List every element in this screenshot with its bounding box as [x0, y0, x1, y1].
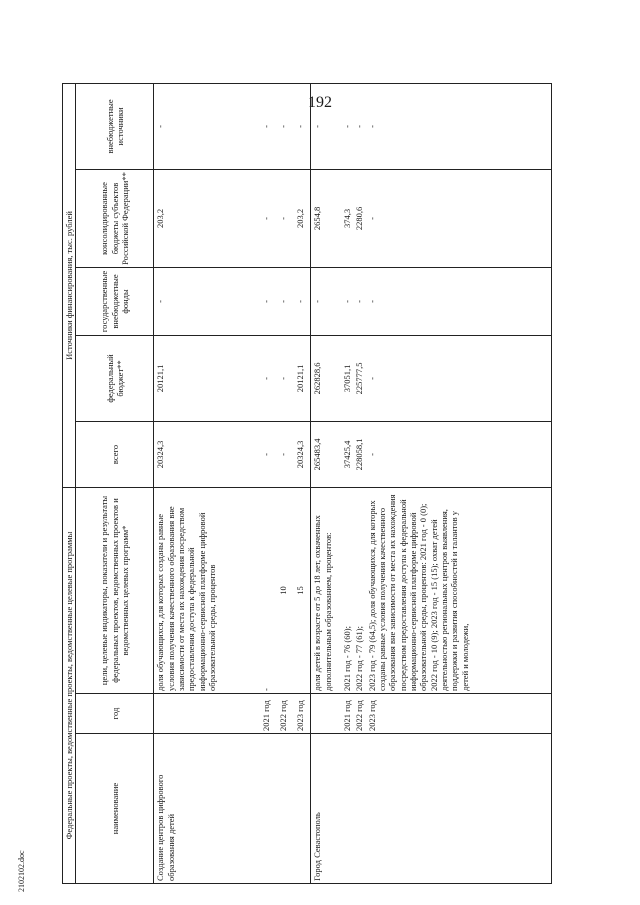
row-regional: - — [277, 169, 294, 267]
row-total: - — [366, 421, 552, 487]
table-row — [353, 83, 365, 883]
row-regional: 2654,8 — [311, 169, 341, 267]
row-year — [311, 694, 341, 734]
header-indicators: цели, целевые индикаторы, показатели и результаты федеральных проектов, ведомственных проектов и ведомственных целевых программ* — [76, 487, 154, 693]
row-total: 37425,4 — [341, 421, 353, 487]
header-year: год — [76, 694, 154, 734]
row-state-funds: - — [260, 267, 277, 335]
table-row — [341, 83, 353, 883]
row-extrabudget: - — [294, 83, 311, 169]
row-year: 2023 год — [366, 694, 552, 734]
row-extrabudget: - — [341, 83, 353, 169]
row-total: - — [260, 421, 277, 487]
row-indicator: 2023 год - 79 (64,5); доля обучающихся, для которых созданы равные условия получения качественного образования вне зависимости от места их нахождения посредством предоставления доступа к федеральной информационно-сервисной платформе цифровой образовательной среды, процентов: 2021 год - 0 (0); 2022 год - 10 (9); 2023 год - 15 (15); охват детей деятельностью региональных центров выявления, поддержки и развития способностей и талантов у детей и молодежи, — [366, 487, 552, 693]
row-year: 2023 год — [294, 694, 311, 734]
table-row — [311, 83, 341, 883]
row-indicator: доля детей в возрасте от 5 до 18 лет, охваченных дополнительным образованием, процентов: — [311, 487, 341, 693]
row-state-funds: - — [353, 267, 365, 335]
row-federal: 225777,5 — [353, 335, 365, 421]
row-regional: 2280,6 — [353, 169, 365, 267]
row-extrabudget: - — [353, 83, 365, 169]
row-total: - — [277, 421, 294, 487]
financing-table — [62, 83, 552, 884]
row-federal: 20121,1 — [154, 335, 260, 421]
row-total: 20324,3 — [294, 421, 311, 487]
row-year: 2022 год — [277, 694, 294, 734]
row-name — [353, 734, 365, 884]
row-indicator: 10 — [277, 487, 294, 693]
header-total: всего — [76, 421, 154, 487]
row-federal: 20121,1 — [294, 335, 311, 421]
row-federal: - — [366, 335, 552, 421]
row-regional: 203,2 — [154, 169, 260, 267]
row-state-funds: - — [277, 267, 294, 335]
header-state-funds: государственные внебюджетные фонды — [76, 267, 154, 335]
row-state-funds: - — [294, 267, 311, 335]
row-extrabudget: - — [260, 83, 277, 169]
row-extrabudget: - — [277, 83, 294, 169]
row-year — [154, 694, 260, 734]
row-extrabudget: - — [366, 83, 552, 169]
row-name — [366, 734, 552, 884]
table-row — [294, 83, 311, 883]
table-row — [260, 83, 277, 883]
row-regional: - — [260, 169, 277, 267]
table-row — [366, 83, 552, 883]
row-year: 2022 год — [353, 694, 365, 734]
header-row — [76, 83, 154, 883]
row-total: 228058,1 — [353, 421, 365, 487]
row-regional: 203,2 — [294, 169, 311, 267]
row-federal: - — [260, 335, 277, 421]
header-group-row — [63, 83, 76, 883]
row-name — [260, 734, 277, 884]
row-total: 20324,3 — [154, 421, 260, 487]
landscape-sheet — [62, 84, 612, 884]
row-state-funds: - — [311, 267, 341, 335]
row-indicator: 15 — [294, 487, 311, 693]
row-federal: 37051,1 — [341, 335, 353, 421]
row-indicator: 2022 год - 77 (61); — [353, 487, 365, 693]
row-extrabudget: - — [154, 83, 260, 169]
table-row — [154, 83, 260, 883]
row-state-funds: - — [341, 267, 353, 335]
page-number: 192 — [308, 94, 332, 111]
row-extrabudget: - — [311, 83, 341, 169]
footer-filename: 2102102.doc — [17, 850, 26, 892]
header-regional: консолидированные бюджеты субъектов Российской Федерации** — [76, 169, 154, 267]
row-name — [341, 734, 353, 884]
row-state-funds: - — [154, 267, 260, 335]
header-group-sources: Источники финансирования, тыс. рублей — [63, 83, 76, 487]
row-federal: - — [277, 335, 294, 421]
row-indicator: 2021 год - 76 (60); — [341, 487, 353, 693]
row-total: 265483,4 — [311, 421, 341, 487]
row-regional: 374,3 — [341, 169, 353, 267]
row-indicator: доля обучающихся, для которых созданы равные условия получения качественного образования вне зависимости от места их нахождения посредством предоставления доступа к федеральной информационно-сервисной платформе цифровой образовательной среды, процентов — [154, 487, 260, 693]
row-name — [294, 734, 311, 884]
row-indicator: - — [260, 487, 277, 693]
row-regional: - — [366, 169, 552, 267]
row-year: 2021 год — [341, 694, 353, 734]
row-federal: 262828,6 — [311, 335, 341, 421]
row-year: 2021 год — [260, 694, 277, 734]
header-extrabudget: внебюджетные источники — [76, 83, 154, 169]
header-name: наименование — [76, 734, 154, 884]
header-federal: федеральный бюджет** — [76, 335, 154, 421]
row-name: Город Севастополь — [311, 734, 341, 884]
header-group-projects: Федеральные проекты, ведомственные проекты, ведомственные целевые программы — [63, 487, 76, 883]
table-row — [277, 83, 294, 883]
row-name: Создание центров цифрового образования детей — [154, 734, 260, 884]
row-name — [277, 734, 294, 884]
row-state-funds: - — [366, 267, 552, 335]
